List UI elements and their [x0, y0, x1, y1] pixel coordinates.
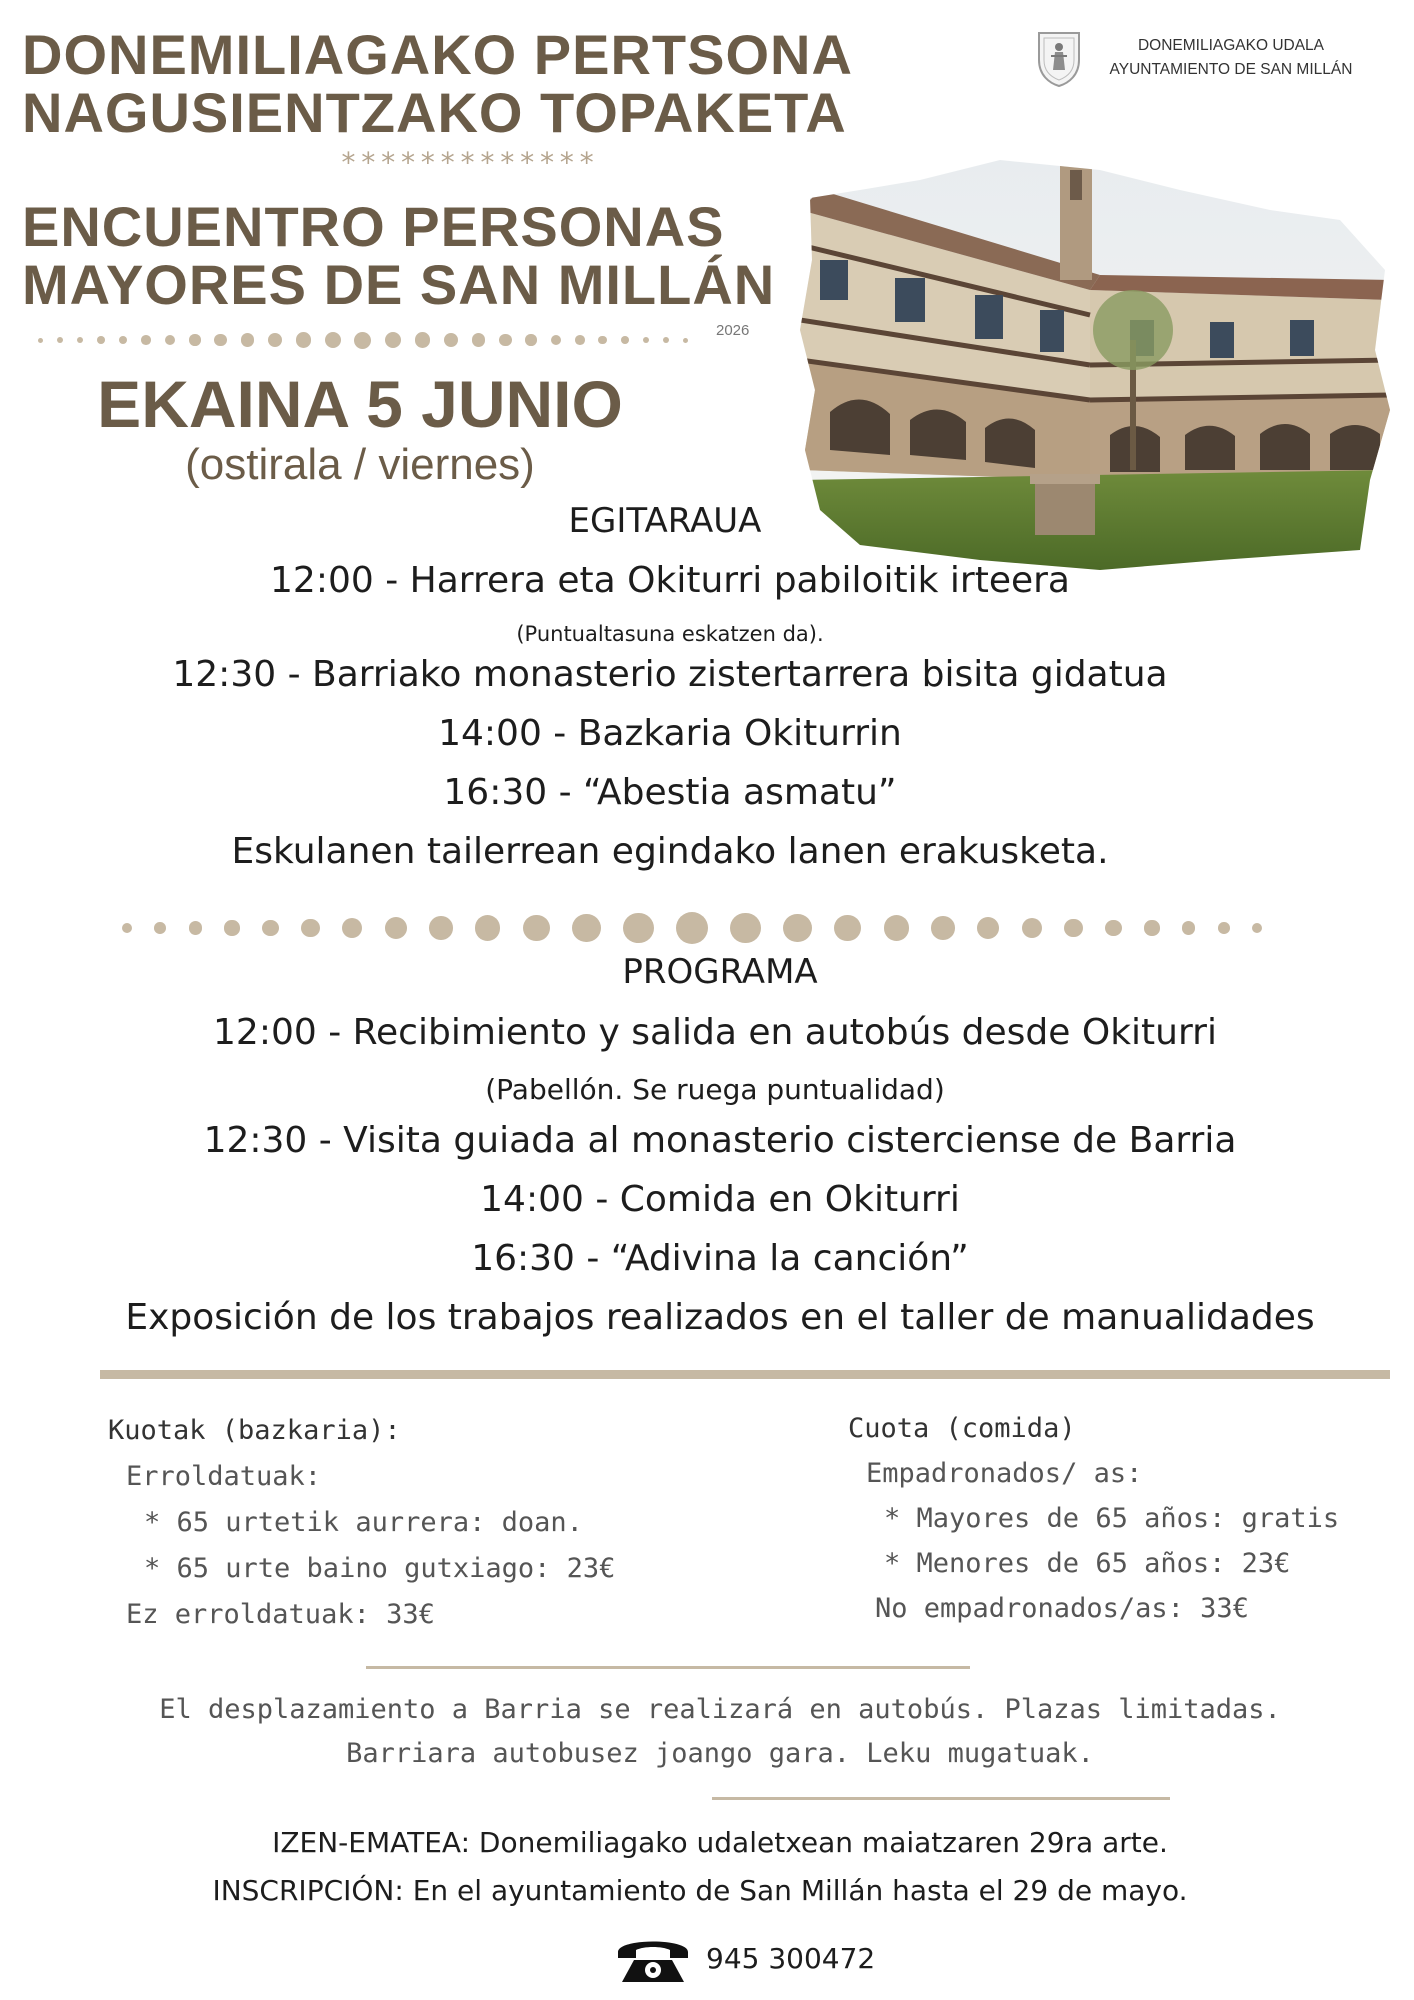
divider-dot: [499, 334, 511, 346]
event-weekday: (ostirala / viernes): [185, 440, 535, 489]
program-spanish-item-1: 12:00 - Recibimiento y salida en autobús desde Okiturri: [213, 1012, 1217, 1053]
fees-spanish-over65: * Mayores de 65 años: gratis: [884, 1503, 1340, 1534]
divider-dot: [621, 336, 629, 344]
divider-dot: [472, 333, 485, 346]
fees-basque-under65: * 65 urte baino gutxiago: 23€: [144, 1553, 616, 1584]
divider-dot: [475, 915, 500, 940]
dotted-divider-top: [38, 328, 688, 352]
divider-dot: [385, 332, 401, 348]
thin-divider-bottom: [712, 1797, 1170, 1800]
program-spanish-item-5: Exposición de los trabajos realizados en el taller de manualidades: [125, 1297, 1315, 1338]
divider-dot: [214, 334, 226, 346]
divider-dot: [1022, 918, 1042, 938]
fees-spanish-heading: Cuota (comida): [848, 1413, 1076, 1444]
section-divider: [100, 1370, 1390, 1379]
program-spanish-heading: PROGRAMA: [622, 952, 818, 992]
program-basque-item-1: 12:00 - Harrera eta Okiturri pabiloitik irteera: [270, 560, 1070, 601]
program-spanish-item-3: 14:00 - Comida en Okiturri: [480, 1179, 960, 1220]
divider-dot: [224, 920, 239, 935]
divider-dot: [623, 913, 653, 943]
title-spanish-line2: MAYORES DE SAN MILLÁN: [22, 253, 776, 316]
program-spanish-item-2: 12:30 - Visita guiada al monasterio cisterciense de Barria: [203, 1120, 1237, 1161]
divider-dot: [1182, 921, 1195, 934]
divider-dot: [1218, 922, 1230, 934]
organization-name-spanish: AYUNTAMIENTO DE SAN MILLÁN: [1109, 61, 1353, 78]
divider-dot: [598, 336, 607, 345]
phone-number: 945 300472: [706, 1942, 876, 1975]
fees-spanish-registered: Empadronados/ as:: [866, 1458, 1143, 1489]
registration-basque: IZEN-EMATEA: Donemiliagako udaletxean maiatzaren 29ra arte.: [272, 1826, 1168, 1859]
divider-dot: [523, 915, 550, 942]
municipal-crest-icon: [1036, 30, 1082, 88]
divider-dot: [1064, 919, 1082, 937]
divider-dot: [342, 918, 362, 938]
year-label: 2026: [716, 322, 750, 339]
fees-basque-over65: * 65 urtetik aurrera: doan.: [144, 1507, 583, 1538]
organization-name-basque: DONEMILIAGAKO UDALA: [1137, 37, 1325, 54]
divider-dot: [77, 337, 84, 344]
thin-divider-top: [366, 1666, 970, 1669]
event-date: EKAINA 5 JUNIO: [97, 367, 623, 441]
divider-dot: [97, 336, 105, 344]
organization-name: [1096, 34, 1366, 82]
program-spanish-item-1-note: (Pabellón. Se ruega puntualidad): [485, 1073, 945, 1106]
divider-dot: [683, 338, 688, 343]
divider-dot: [301, 919, 319, 937]
divider-dot: [783, 914, 812, 943]
title-spanish-line1: ENCUENTRO PERSONAS: [22, 195, 725, 258]
divider-dot: [154, 922, 166, 934]
divider-dot: [122, 923, 132, 933]
title-basque-line1: DONEMILIAGAKO PERTSONA: [22, 23, 853, 86]
telephone-icon: [614, 1932, 692, 1986]
divider-dot: [643, 337, 650, 344]
program-spanish-item-4: 16:30 - “Adivina la canción”: [471, 1238, 969, 1279]
stars-divider: *************: [340, 146, 599, 179]
divider-dot: [730, 913, 760, 943]
program-basque-heading: EGITARAUA: [568, 501, 762, 541]
program-basque-item-4: 16:30 - “Abestia asmatu”: [443, 772, 897, 813]
divider-dot: [141, 335, 151, 345]
divider-dot: [834, 915, 861, 942]
divider-dot: [444, 333, 458, 347]
fees-basque-heading: Kuotak (bazkaria):: [108, 1415, 401, 1446]
divider-dot: [663, 337, 669, 343]
divider-dot: [572, 914, 601, 943]
divider-dot: [189, 334, 200, 345]
divider-dot: [262, 920, 279, 937]
divider-dot: [296, 332, 311, 347]
registration-spanish: INSCRIPCIÓN: En el ayuntamiento de San Millán hasta el 29 de mayo.: [212, 1874, 1188, 1907]
divider-dot: [676, 912, 708, 944]
title-basque-line2: NAGUSIENTZAKO TOPAKETA: [22, 81, 847, 144]
program-basque-item-1-note: (Puntualtasuna eskatzen da).: [516, 622, 824, 646]
title-spanish: [22, 195, 842, 316]
divider-dot: [884, 915, 909, 940]
divider-dot: [354, 332, 371, 349]
divider-dot: [119, 336, 128, 345]
fees-basque-not-registered: Ez erroldatuak: 33€: [126, 1599, 435, 1630]
divider-dot: [241, 333, 254, 346]
divider-dot: [1105, 920, 1122, 937]
divider-dot: [165, 335, 176, 346]
divider-dot: [189, 921, 202, 934]
divider-dot: [38, 338, 43, 343]
divider-dot: [1144, 920, 1159, 935]
fees-basque-registered: Erroldatuak:: [126, 1461, 322, 1492]
transport-note-spanish: El desplazamiento a Barria se realizará en autobús. Plazas limitadas.: [159, 1694, 1281, 1725]
divider-dot: [429, 916, 453, 940]
fees-spanish: [848, 1406, 1408, 1631]
divider-dot: [551, 335, 562, 346]
divider-dot: [977, 917, 999, 939]
transport-note-basque: Barriara autobusez joango gara. Leku mugatuak.: [346, 1738, 1094, 1769]
divider-dot: [931, 916, 955, 940]
program-basque-item-2: 12:30 - Barriako monasterio zistertarrera bisita gidatua: [172, 654, 1168, 695]
fees-spanish-under65: * Menores de 65 años: 23€: [884, 1548, 1291, 1579]
title-basque: [22, 23, 902, 144]
divider-dot: [415, 332, 430, 347]
divider-dot: [575, 335, 585, 345]
fees-spanish-not-registered: No empadronados/as: 33€: [875, 1593, 1249, 1624]
divider-dot: [268, 333, 282, 347]
fees-basque: [108, 1408, 728, 1638]
dotted-divider-middle: [122, 910, 1262, 946]
divider-dot: [1252, 923, 1262, 933]
divider-dot: [385, 917, 407, 939]
divider-dot: [525, 334, 536, 345]
divider-dot: [325, 332, 341, 348]
program-basque-item-3: 14:00 - Bazkaria Okiturrin: [438, 713, 902, 754]
program-basque-item-5: Eskulanen tailerrean egindako lanen erakusketa.: [231, 831, 1109, 872]
divider-dot: [57, 337, 63, 343]
